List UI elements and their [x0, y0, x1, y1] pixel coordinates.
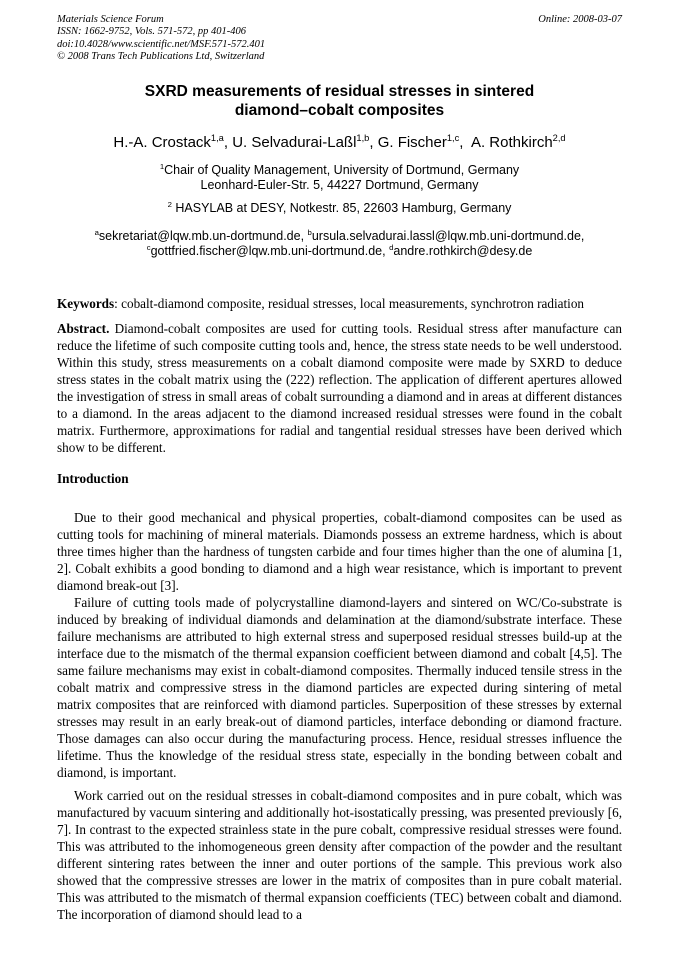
email-b-superscript: b: [307, 228, 312, 238]
author-1-superscript: 1,a: [210, 133, 224, 144]
author-3-superscript: 1,c: [446, 133, 460, 144]
abstract-label: Abstract.: [57, 321, 110, 337]
section-heading-introduction: Introduction: [57, 471, 129, 487]
introduction-paragraph-1: Due to their good mechanical and physical properties, cobalt-diamond composites can be used as cutting tools for machining of mineral materials. Diamonds possess an extreme hardness, which is about three times higher than the hardness of tungsten carbide and four times higher than the one of alumina [1, 2]. Cobalt exhibits a good bonding to diamond and a high wear resistance, which is important to prevent diamond break-out [3].: [57, 510, 622, 594]
abstract: [57, 320, 622, 456]
email-b: ursula.selvadurai.lassl@lqw.mb.uni-dortmund.de,: [311, 229, 585, 244]
affiliation-1-line1: $^1$Chair of Quality Management, University of Dortmund, Germany: [159, 162, 520, 178]
author-1: H.-A. Crostack$^{1,a}$,: [113, 133, 233, 152]
journal-name: Materials Science Forum: [57, 14, 164, 25]
affiliation-2: $^2$ HASYLAB at DESY, Notkestr. 85, 22603 Hamburg, Germany: [167, 200, 512, 216]
author-list: [57, 134, 622, 152]
email-line-1: [57, 229, 622, 244]
email-c: gottfried.fischer@lqw.mb.uni-dortmund.de,: [150, 244, 390, 259]
introduction-paragraph-2: Failure of cutting tools made of polycrystalline diamond-layers and sintered on WC/Co-substrate is induced by breaking of individual diamonds and delamination at the diamond/substrate interface. These failure mechanisms are attributed to high external stress and superposed residual stresses build-up at the interface due to the mismatch of the thermal expansion coefficient between diamond and cobalt [4,5]. The same failure mechanisms may exist in cobalt-diamond composites. Thermally induced tensile stress in the cobalt matrix and compressive stress in the diamond particles are expected during sintering of metal matrix composites that are reinforced with diamond particles. Superposition of these stresses by external stresses may result in an early break-out of diamond particles, interface debonding or diamond fracture. Those damages can also occur during the manufacturing process. Hence, residual stresses influence the lifetime. Thus the knowledge of the residual stress state, especially in the bonding between cobalt and diamond, is important.: [57, 595, 622, 781]
author-4-superscript: 2,d: [552, 133, 566, 144]
publication-info: [57, 14, 265, 63]
email-a: sekretariat@lqw.mb.un-dortmund.de,: [98, 229, 308, 244]
author-3: G. Fischer$^{1,c}$,: [377, 133, 471, 152]
author-4: A. Rothkirch$^{2,d}$: [470, 133, 566, 152]
paper-title-line1: SXRD measurements of residual stresses in sintered: [144, 83, 535, 101]
keywords-text: : cobalt-diamond composite, residual stresses, local measurements, synchrotron radiation: [114, 296, 585, 312]
introduction-paragraph-3: Work carried out on the residual stresses in cobalt-diamond composites and in pure cobalt, which was manufactured by vacuum sintering and additionally hot-isostatically pressing, was presented previously [6, 7]. In contrast to the expected strainless state in the pure cobalt, compressive residual stresses were found. This was attributed to the inhomogeneous green density after compaction of the powder and the resultant different sintering rates between the inner and outer portions of the sample. This previous work also showed that the compressive stresses are lower in the matrix of composites than in pure cobalt material. This was attributed to the mismatch of thermal expansion coefficients (TEC) between cobalt and diamond. The incorporation of diamond should lead to a: [57, 788, 622, 923]
affiliation-1-line2: Leonhard-Euler-Str. 5, 44227 Dortmund, Germany: [200, 178, 479, 193]
keywords-label: Keywords: [57, 296, 115, 312]
email-d-superscript: d: [389, 243, 394, 253]
affiliation-1: [57, 163, 622, 193]
email-line-2: [57, 244, 622, 259]
email-d: andre.rothkirch@desy.de: [393, 244, 533, 259]
copyright-line: © 2008 Trans Tech Publications Ltd, Switzerland: [57, 50, 265, 62]
affiliation-1-superscript: 1: [159, 162, 165, 172]
publication-header: [57, 14, 622, 63]
doi-line: doi:10.4028/www.scientific.net/MSF.571-572.401: [57, 38, 266, 50]
author-emails: [57, 229, 622, 259]
affiliation-2-superscript: 2: [167, 200, 172, 210]
email-a-superscript: a: [94, 228, 99, 238]
paper-title: [57, 82, 622, 120]
keywords-line: [57, 295, 622, 312]
author-2: U. Selvadurai-Laßl$^{1,b}$,: [232, 133, 378, 152]
issn-line: ISSN: 1662-9752, Vols. 571-572, pp 401-406: [57, 26, 246, 38]
author-2-superscript: 1,b: [356, 133, 370, 144]
paper-title-line2: diamond–cobalt composites: [234, 102, 445, 120]
abstract-text: Diamond-cobalt composites are used for cutting tools. Residual stress after manufacture can reduce the lifetime of such composite cutting tools and, hence, the stress state needs to be well understood. Within this study, stress measurements on a cobalt diamond composite were made by SXRD to deduce stress states in the cobalt matrix using the (222) reflection. The application of different apertures allowed the investigation of stress in small areas of cobalt surrounding a diamond and in areas at different distances to a diamond. In the areas adjacent to the diamond increased residual stresses were found in the cobalt matrix. Furthermore, approximations for radial and tangential residual stresses have been derived which show to be different.: [57, 321, 622, 456]
email-c-superscript: c: [146, 243, 151, 253]
online-date: Online: 2008-03-07: [538, 14, 622, 25]
